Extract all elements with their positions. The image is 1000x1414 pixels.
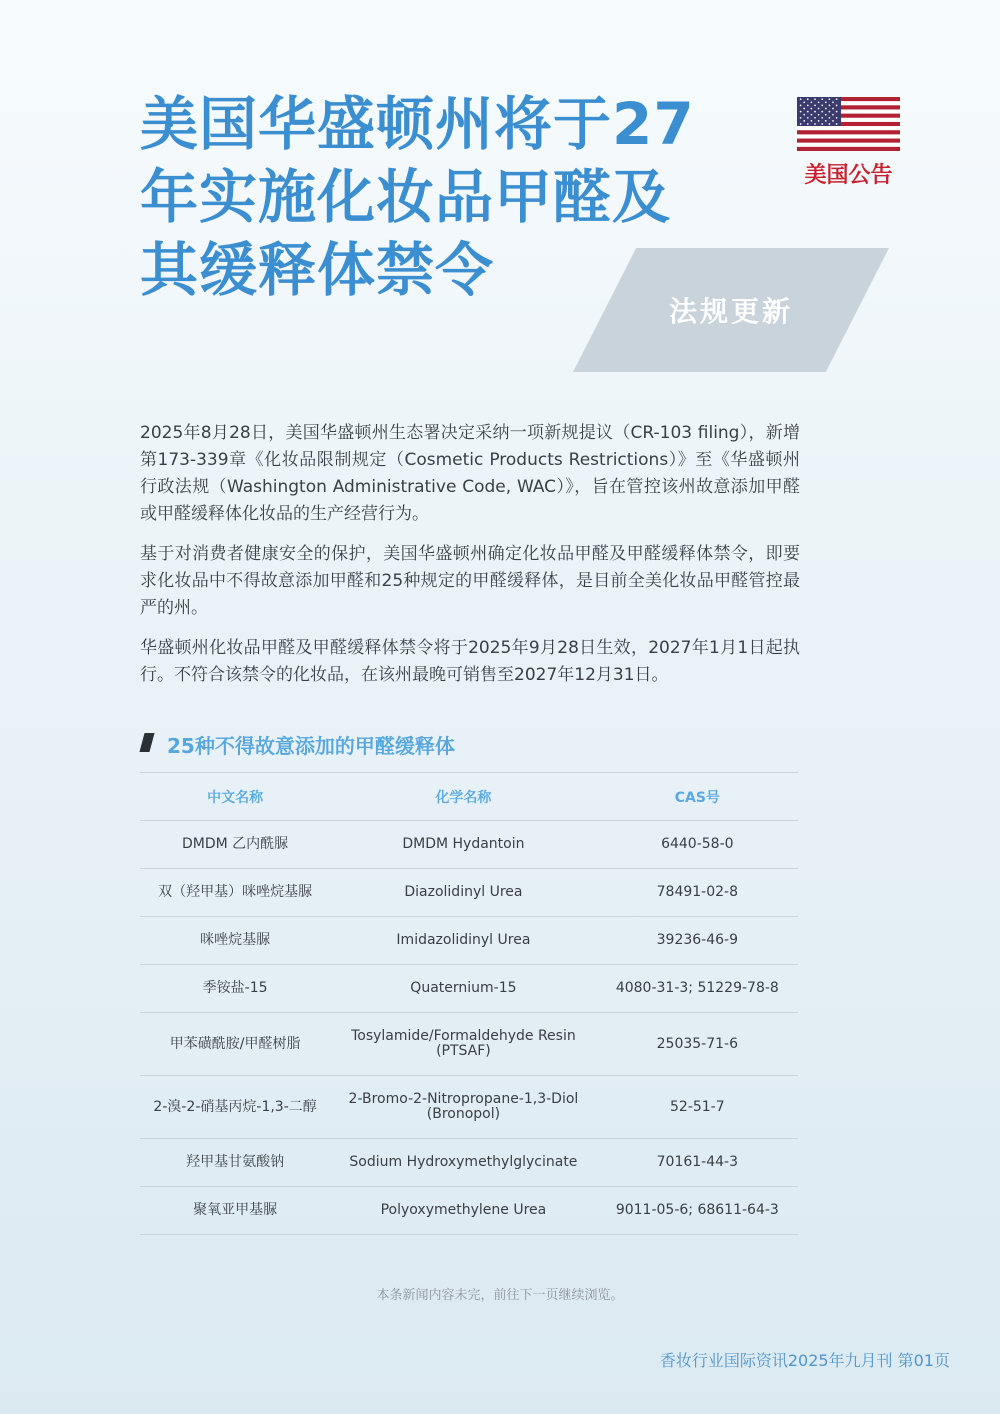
header-cn-name: 中文名称: [140, 773, 330, 821]
cell-cn-name: DMDM 乙内酰脲: [140, 821, 330, 869]
cell-chem-name: Sodium Hydroxymethylglycinate: [330, 1139, 596, 1187]
table-row: [140, 1076, 798, 1139]
cell-chem-name: Tosylamide/Formaldehyde Resin (PTSAF): [330, 1013, 596, 1076]
cell-cas: 6440-58-0: [597, 821, 798, 869]
cell-cn-name: 聚氧亚甲基脲: [140, 1187, 330, 1235]
cell-cas: 25035-71-6: [597, 1013, 798, 1076]
cell-cas: 52-51-7: [597, 1076, 798, 1139]
category-banner-label: 法规更新: [668, 295, 793, 328]
header-cas: CAS号: [597, 773, 798, 821]
releaser-table: [140, 772, 798, 1235]
table-row: [140, 965, 798, 1013]
table-row: [140, 1013, 798, 1076]
slash-marker-icon: [139, 733, 154, 752]
cell-cn-name: 双（羟甲基）咪唑烷基脲: [140, 869, 330, 917]
page-footer: 香妆行业国际资讯2025年九月刊 第01页: [659, 1351, 950, 1370]
table-row: [140, 821, 798, 869]
cell-cn-name: 羟甲基甘氨酸钠: [140, 1139, 330, 1187]
paragraph-2: 基于对消费者健康安全的保护，美国华盛顿州确定化妆品甲醛及甲醛缓释体禁令，即要求化妆品中不得故意添加甲醛和25种规定的甲醛缓释体，是目前全美化妆品甲醛管控最严的州。: [140, 544, 800, 618]
paragraph-3: 华盛顿州化妆品甲醛及甲醛缓释体禁令将于2025年9月28日生效，2027年1月1日起执行。不符合该禁令的化妆品，在该州最晚可销售至2027年12月31日。: [140, 638, 800, 685]
cell-cn-name: 甲苯磺酰胺/甲醛树脂: [140, 1013, 330, 1076]
flag-label: 美国公告: [804, 163, 893, 188]
table-row: [140, 917, 798, 965]
cell-chem-name: DMDM Hydantoin: [330, 821, 596, 869]
article-title: 美国华盛顿州将于27年实施化妆品甲醛及其缓释体禁令: [140, 90, 695, 304]
section-title: 25种不得故意添加的甲醛缓释体: [167, 734, 455, 758]
paragraph-1: 2025年8月28日，美国华盛顿州生态署决定采纳一项新规提议（CR-103 filing），新增第173-339章《化妆品限制规定（Cosmetic Products Restrictions）》至《华盛顿州行政法规（Washington Administrative Code, WAC）》，旨在管控该州故意添加甲醛或甲醛缓释体化妆品的生产经营行为。: [140, 423, 800, 524]
continued-note: 本条新闻内容未完，前往下一页继续浏览。: [376, 1288, 624, 1303]
cell-chem-name: Quaternium-15: [330, 965, 596, 1013]
cell-cn-name: 2-溴-2-硝基丙烷-1,3-二醇: [140, 1076, 330, 1139]
cell-cas: 78491-02-8: [597, 869, 798, 917]
table-row: [140, 869, 798, 917]
cell-chem-name: Polyoxymethylene Urea: [330, 1187, 596, 1235]
header-chem-name: 化学名称: [330, 773, 596, 821]
cell-chem-name: Imidazolidinyl Urea: [330, 917, 596, 965]
cell-chem-name: Diazolidinyl Urea: [330, 869, 596, 917]
table-row: [140, 1187, 798, 1235]
cell-cas: 39236-46-9: [597, 917, 798, 965]
cell-cn-name: 咪唑烷基脲: [140, 917, 330, 965]
cell-chem-name: 2-Bromo-2-Nitropropane-1,3-Diol (Bronopol): [330, 1076, 596, 1139]
cell-cas: 9011-05-6; 68611-64-3: [597, 1187, 798, 1235]
table-header-row: [140, 773, 798, 821]
us-flag-icon: [797, 97, 900, 151]
cell-cas: 4080-31-3; 51229-78-8: [597, 965, 798, 1013]
article-body: [140, 420, 800, 702]
cell-cas: 70161-44-3: [597, 1139, 798, 1187]
cell-cn-name: 季铵盐-15: [140, 965, 330, 1013]
table-row: [140, 1139, 798, 1187]
